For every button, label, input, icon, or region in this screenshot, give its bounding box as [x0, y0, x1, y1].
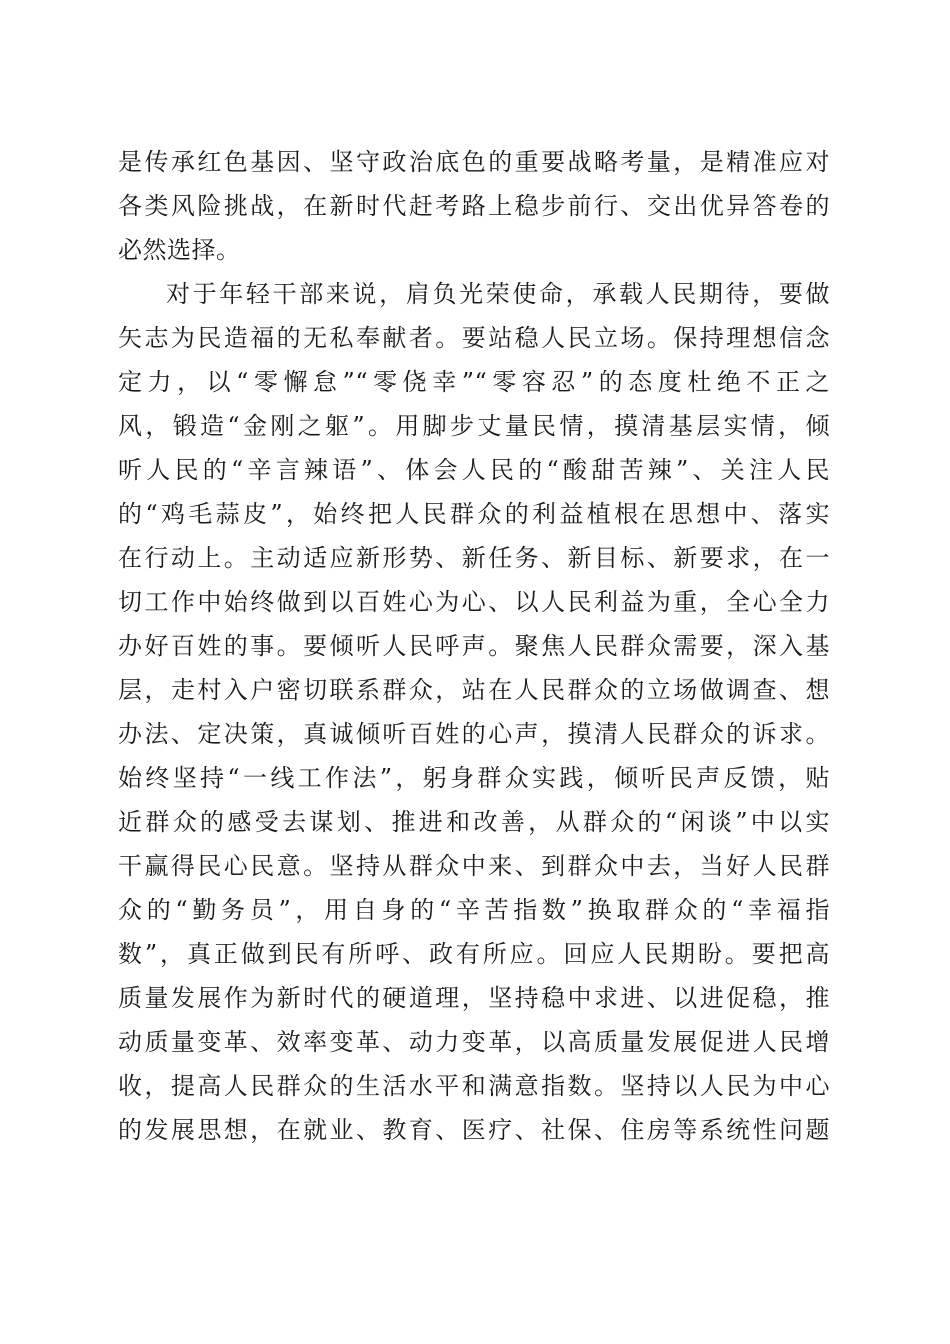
text-line: 办好百姓的事。要倾听人民呼声。聚焦人民群众需要，深入基 [118, 632, 830, 660]
text-line: 数”，真正做到民有所呼、政有所应。回应人民期盼。要把高 [118, 940, 830, 968]
text-line: 干赢得民心民意。坚持从群众中来、到群众中去，当好人民群 [118, 852, 830, 880]
text-line: 办法、定决策，真诚倾听百姓的心声，摸清人民群众的诉求。 [118, 720, 830, 748]
text-line: 的“鸡毛蒜皮”，始终把人民群众的利益植根在思想中、落实 [118, 500, 830, 528]
text-line: 动质量变革、效率变革、动力变革，以高质量发展促进人民增 [118, 1028, 830, 1056]
text-line: 始终坚持“一线工作法”，躬身群众实践，倾听民声反馈，贴 [118, 764, 830, 792]
text-line: 听人民的“辛言辣语”、体会人民的“酸甜苦辣”、关注人民 [118, 456, 830, 484]
text-line: 风，锻造“金刚之躯”。用脚步丈量民情，摸清基层实情，倾 [118, 412, 830, 440]
text-line: 必然选择。 [118, 236, 241, 264]
text-line: 质量发展作为新时代的硬道理，坚持稳中求进、以进促稳，推 [118, 984, 830, 1012]
text-line: 矢志为民造福的无私奉献者。要站稳人民立场。保持理想信念 [118, 324, 830, 352]
text-line: 近群众的感受去谋划、推进和改善，从群众的“闲谈”中以实 [118, 808, 830, 836]
text-line: 是传承红色基因、坚守政治底色的重要战略考量，是精准应对 [118, 148, 830, 176]
text-line: 的发展思想，在就业、教育、医疗、社保、住房等系统性问题 [118, 1116, 830, 1144]
body-text [118, 140, 830, 1152]
text-line: 在行动上。主动适应新形势、新任务、新目标、新要求，在一 [118, 544, 830, 572]
text-line: 层，走村入户密切联系群众，站在人民群众的立场做调查、想 [118, 676, 830, 704]
text-line: 各类风险挑战，在新时代赶考路上稳步前行、交出优异答卷的 [118, 192, 830, 220]
paragraph-start-line: 对于年轻干部来说，肩负光荣使命，承载人民期待，要做 [166, 280, 830, 308]
text-line: 众的“勤务员”，用自身的“辛苦指数”换取群众的“幸福指 [118, 896, 830, 924]
text-line: 切工作中始终做到以百姓心为心、以人民利益为重，全心全力 [118, 588, 830, 616]
text-line: 定力，以“零懈怠”“零侥幸”“零容忍”的态度杜绝不正之 [118, 368, 830, 396]
text-line: 收，提高人民群众的生活水平和满意指数。坚持以人民为中心 [118, 1072, 830, 1100]
